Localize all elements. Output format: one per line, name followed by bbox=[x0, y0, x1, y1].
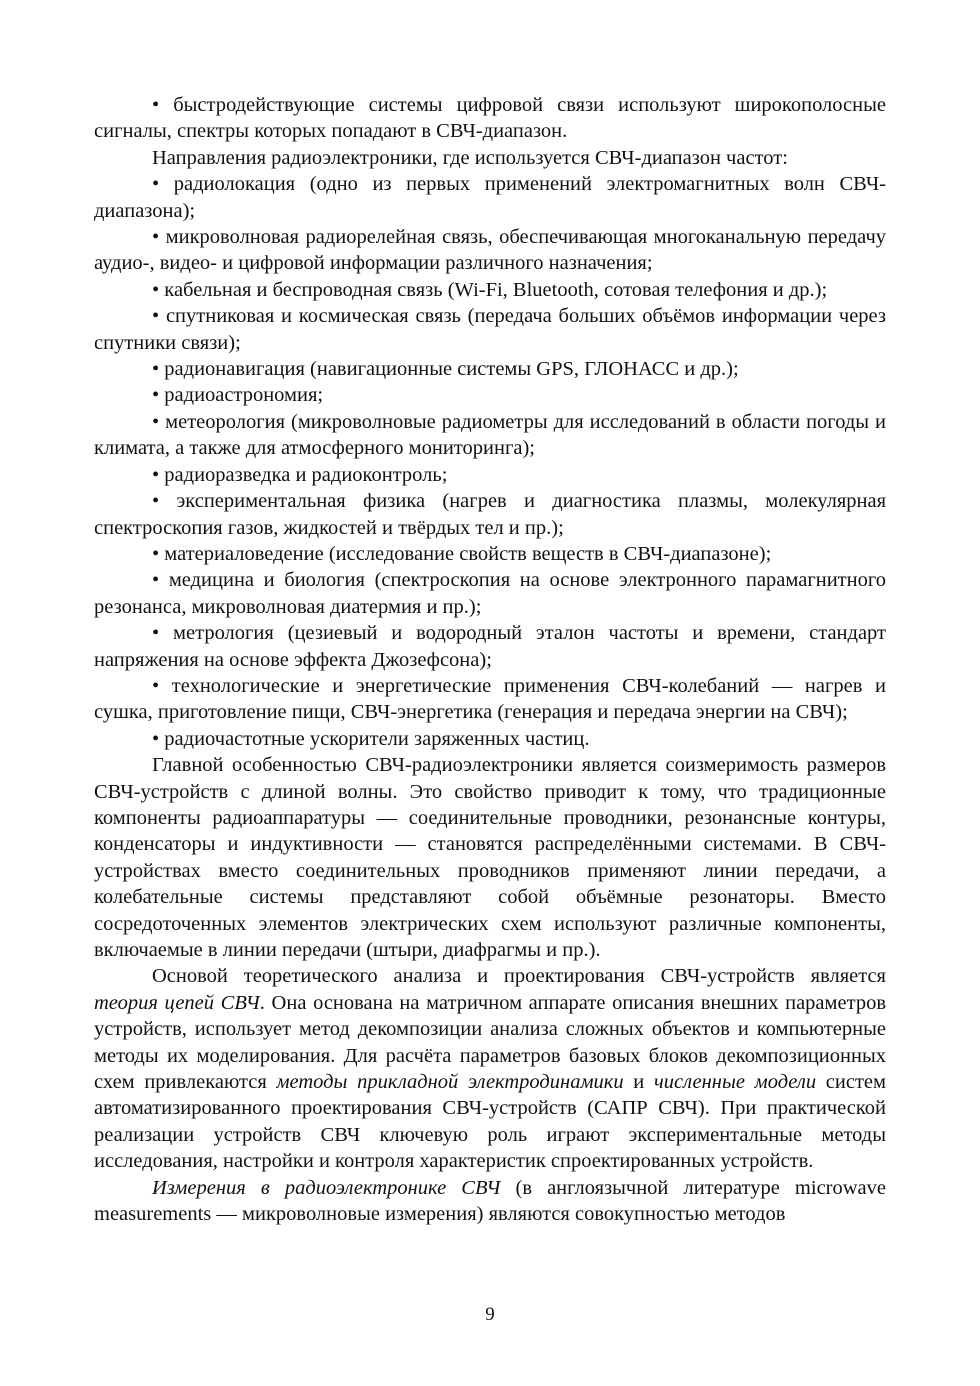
text-run: и bbox=[623, 1071, 654, 1094]
paragraph-bullet: • кабельная и беспроводная связь (Wi-Fi, Bluetooth, сотовая телефония и др.); bbox=[152, 278, 828, 301]
paragraph-bullet: • быстродействующие системы цифровой связи используют широкополосные сигналы, спектры которых попадают в СВЧ-диапазон. bbox=[94, 94, 886, 143]
paragraph-bullet: • спутниковая и космическая связь (передача больших объёмов информации через спутники связи); bbox=[94, 305, 886, 354]
paragraph-bullet: • радиолокация (одно из первых применений электромагнитных волн СВЧ-диапазона); bbox=[94, 173, 886, 222]
paragraph-bullet: • экспериментальная физика (нагрев и диагностика плазмы, молекулярная спектроскопия газов, жидкостей и твёрдых тел и пр.); bbox=[94, 490, 886, 539]
paragraph-bullet: • материаловедение (исследование свойств веществ в СВЧ-диапазоне); bbox=[152, 542, 772, 565]
paragraph-body-measurements bbox=[94, 1175, 886, 1228]
text-run: Основой теоретического анализа и проектирования СВЧ-устройств является bbox=[152, 965, 886, 988]
paragraph-bullet: • радиоастрономия; bbox=[152, 384, 324, 407]
page-body bbox=[94, 92, 886, 1227]
text-run: (в англоязычной литературе microwave measurements — микроволновые измерения) являются совокупностью методов bbox=[94, 1176, 886, 1226]
italic-term: методы прикладной электродинамики bbox=[276, 1071, 624, 1094]
paragraph-body-theory bbox=[94, 963, 886, 1174]
paragraph-bullet: • метрология (цезиевый и водородный эталон частоты и времени, стандарт напряжения на основе эффекта Джозефсона); bbox=[94, 622, 886, 671]
text-run: . Она основана на матричном аппарате описания внешних параметров устройств, использует метод декомпозиции анализа сложных объектов и компьютерные методы их моделирования. Для расчёта параметров базовых блоков декомпозиционных схем привлекаются bbox=[94, 991, 886, 1094]
paragraph-intro: Направления радиоэлектроники, где используется СВЧ-диапазон частот: bbox=[152, 146, 788, 169]
italic-term: теория цепей СВЧ bbox=[94, 991, 260, 1014]
paragraph-bullet: • радионавигация (навигационные системы GPS, ГЛОНАСС и др.); bbox=[152, 358, 739, 381]
paragraph-bullet: • радиочастотные ускорители заряженных частиц. bbox=[152, 727, 590, 750]
italic-term: Измерения в радиоэлектронике СВЧ bbox=[152, 1176, 501, 1199]
paragraph-body: Главной особенностью СВЧ-радиоэлектроники является соизмеримость размеров СВЧ-устройств с длиной волны. Это свойство приводит к тому, что традиционные компоненты радиоаппаратуры — соединительные проводники, резонансные контуры, конденсаторы и индуктивности — становятся распределёнными системами. В СВЧ-устройствах вместо соединительных проводников применяют линии передачи, а колебательные системы представляют собой объёмные резонаторы. Вместо сосредоточенных элементов электрических схем используют различные компоненты, включаемые в линии передачи (штыри, диафрагмы и пр.). bbox=[94, 754, 886, 961]
paragraph-bullet: • радиоразведка и радиоконтроль; bbox=[152, 463, 448, 486]
paragraph-bullet: • технологические и энергетические применения СВЧ-колебаний — нагрев и сушка, приготовление пищи, СВЧ-энергетика (генерация и передача энергии на СВЧ); bbox=[94, 674, 886, 724]
italic-term: численные модели bbox=[653, 1071, 817, 1094]
page-number: 9 bbox=[485, 1304, 495, 1325]
paragraph-bullet: • метеорология (микроволновые радиометры для исследований в области погоды и климата, а также для атмосферного мониторинга); bbox=[94, 410, 886, 460]
text-run: систем автоматизированного проектирования СВЧ-устройств (САПР СВЧ). При практической реализации устройств СВЧ ключевую роль играют экспериментальные методы исследования, настройки и контроля характеристик спроектированных устройств. bbox=[94, 1071, 886, 1173]
paragraph-bullet: • медицина и биология (спектроскопия на основе электронного парамагнитного резонанса, микроволновая диатермия и пр.); bbox=[94, 569, 886, 618]
paragraph-bullet: • микроволновая радиорелейная связь, обеспечивающая многоканальную передачу аудио-, видео- и цифровой информации различного назначения; bbox=[94, 226, 886, 275]
